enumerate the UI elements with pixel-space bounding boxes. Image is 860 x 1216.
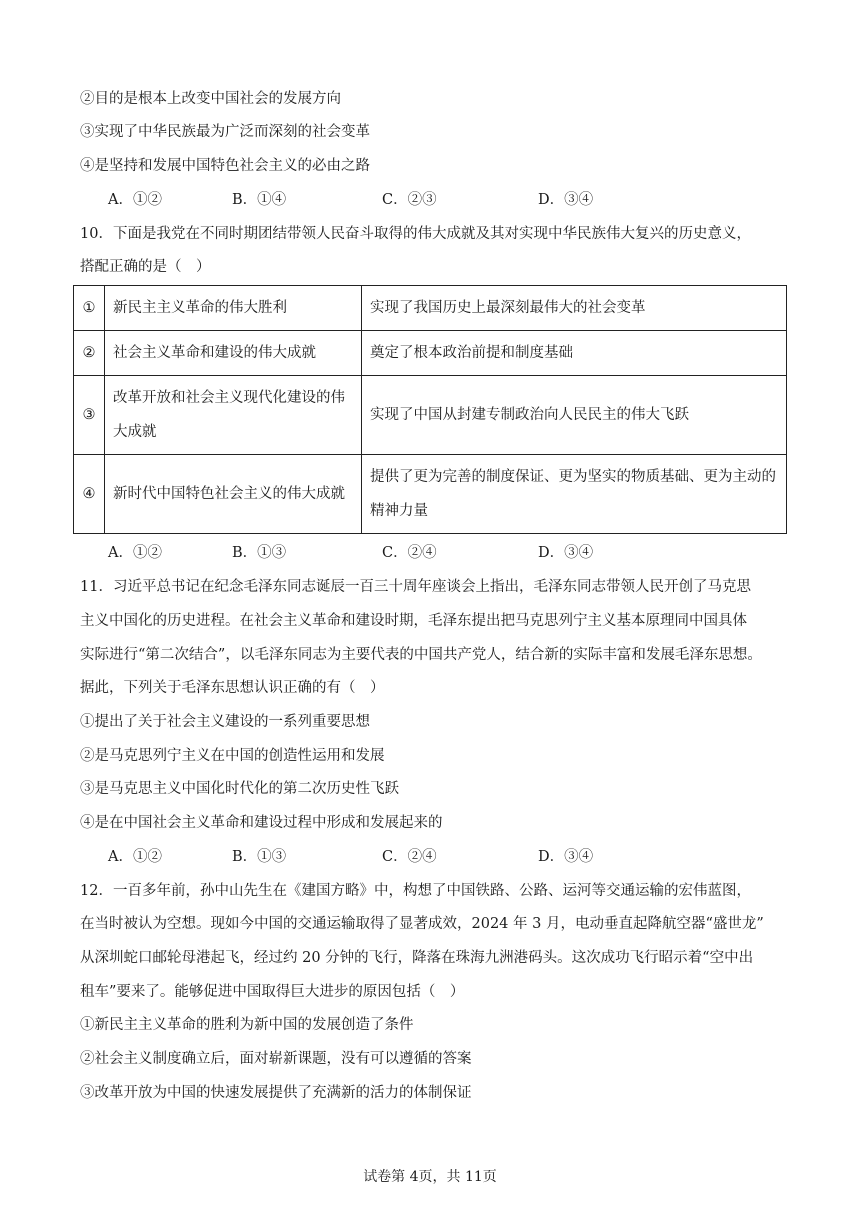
q10-stem-line-1: 10．下面是我党在不同时期团结带领人民奋斗取得的伟大成就及其对实现中华民族伟大复兴的历史意义， bbox=[80, 226, 751, 242]
q12-item-1: ①新民主主义革命的胜利为新中国的发展创造了条件 bbox=[80, 1017, 414, 1033]
q11-option-a[interactable]: A．①② bbox=[108, 849, 162, 865]
q11-item-4: ④是在中国社会主义革命和建设过程中形成和发展起来的 bbox=[80, 815, 443, 831]
achievement-cell: 改革开放和社会主义现代化建设的伟大成就 bbox=[105, 376, 362, 455]
q11-item-2: ②是马克思列宁主义在中国的创造性运用和发展 bbox=[80, 748, 385, 764]
q11-stem-line-1: 11．习近平总书记在纪念毛泽东同志诞辰一百三十周年座谈会上指出，毛泽东同志带领人民开创了马克思 bbox=[80, 579, 751, 595]
q12-item-3: ③改革开放为中国的快速发展提供了充满新的活力的体制保证 bbox=[80, 1085, 472, 1101]
q11-item-1: ①提出了关于社会主义建设的一系列重要思想 bbox=[80, 714, 370, 730]
q11-option-b[interactable]: B．①③ bbox=[232, 849, 287, 865]
significance-cell: 奠定了根本政治前提和制度基础 bbox=[362, 331, 787, 376]
table-row bbox=[74, 376, 787, 455]
achievement-cell: 新民主主义革命的伟大胜利 bbox=[105, 286, 362, 331]
q9-option-a[interactable]: A．①② bbox=[108, 192, 162, 208]
table-row bbox=[74, 286, 787, 331]
row-number: ④ bbox=[74, 455, 105, 534]
row-number: ② bbox=[74, 331, 105, 376]
q9-item-4: ④是坚持和发展中国特色社会主义的必由之路 bbox=[80, 158, 370, 174]
q10-option-c[interactable]: C．②④ bbox=[382, 545, 437, 561]
significance-cell: 实现了我国历史上最深刻最伟大的社会变革 bbox=[362, 286, 787, 331]
q10-option-b[interactable]: B．①③ bbox=[232, 545, 287, 561]
q10-match-table bbox=[73, 285, 787, 534]
q11-option-c[interactable]: C．②④ bbox=[382, 849, 437, 865]
significance-cell: 实现了中国从封建专制政治向人民民主的伟大飞跃 bbox=[362, 376, 787, 455]
significance-cell: 提供了更为完善的制度保证、更为坚实的物质基础、更为主动的精神力量 bbox=[362, 455, 787, 534]
q10-option-a[interactable]: A．①② bbox=[108, 545, 162, 561]
q9-item-3: ③实现了中华民族最为广泛而深刻的社会变革 bbox=[80, 124, 370, 140]
q11-item-3: ③是马克思主义中国化时代化的第二次历史性飞跃 bbox=[80, 781, 399, 797]
q12-stem-line-4: 租车”要来了。能够促进中国取得巨大进步的原因包括（ ） bbox=[80, 984, 465, 1000]
q9-item-2: ②目的是根本上改变中国社会的发展方向 bbox=[80, 91, 341, 107]
q12-stem-line-2: 在当时被认为空想。现如今中国的交通运输取得了显著成效，2024 年 3 月，电动垂直起降航空器“盛世龙” bbox=[80, 916, 764, 932]
q9-option-d[interactable]: D．③④ bbox=[538, 192, 594, 208]
q12-stem-line-3: 从深圳蛇口邮轮母港起飞，经过约 20 分钟的飞行，降落在珠海九洲港码头。这次成功飞行昭示着“空中出 bbox=[80, 950, 754, 966]
row-number: ③ bbox=[74, 376, 105, 455]
q11-stem-line-4: 据此，下列关于毛泽东思想认识正确的有（ ） bbox=[80, 680, 385, 696]
q9-option-b[interactable]: B．①④ bbox=[232, 192, 287, 208]
q9-option-c[interactable]: C．②③ bbox=[382, 192, 437, 208]
page-footer: 试卷第 4页，共 11页 bbox=[363, 1169, 497, 1185]
achievement-cell: 社会主义革命和建设的伟大成就 bbox=[105, 331, 362, 376]
q12-stem-line-1: 12．一百多年前，孙中山先生在《建国方略》中，构想了中国铁路、公路、运河等交通运输的宏伟蓝图， bbox=[80, 883, 751, 899]
q10-option-d[interactable]: D．③④ bbox=[538, 545, 594, 561]
q12-item-2: ②社会主义制度确立后，面对崭新课题，没有可以遵循的答案 bbox=[80, 1051, 472, 1067]
q11-stem-line-3: 实际进行“第二次结合”，以毛泽东同志为主要代表的中国共产党人，结合新的实际丰富和发展毛泽东思想。 bbox=[80, 647, 762, 663]
q11-option-d[interactable]: D．③④ bbox=[538, 849, 594, 865]
table-row bbox=[74, 455, 787, 534]
row-number: ① bbox=[74, 286, 105, 331]
achievement-cell: 新时代中国特色社会主义的伟大成就 bbox=[105, 455, 362, 534]
q11-stem-line-2: 主义中国化的历史进程。在社会主义革命和建设时期，毛泽东提出把马克思列宁主义基本原理同中国具体 bbox=[80, 613, 747, 629]
q10-stem-line-2: 搭配正确的是（ ） bbox=[80, 259, 211, 275]
table-row bbox=[74, 331, 787, 376]
